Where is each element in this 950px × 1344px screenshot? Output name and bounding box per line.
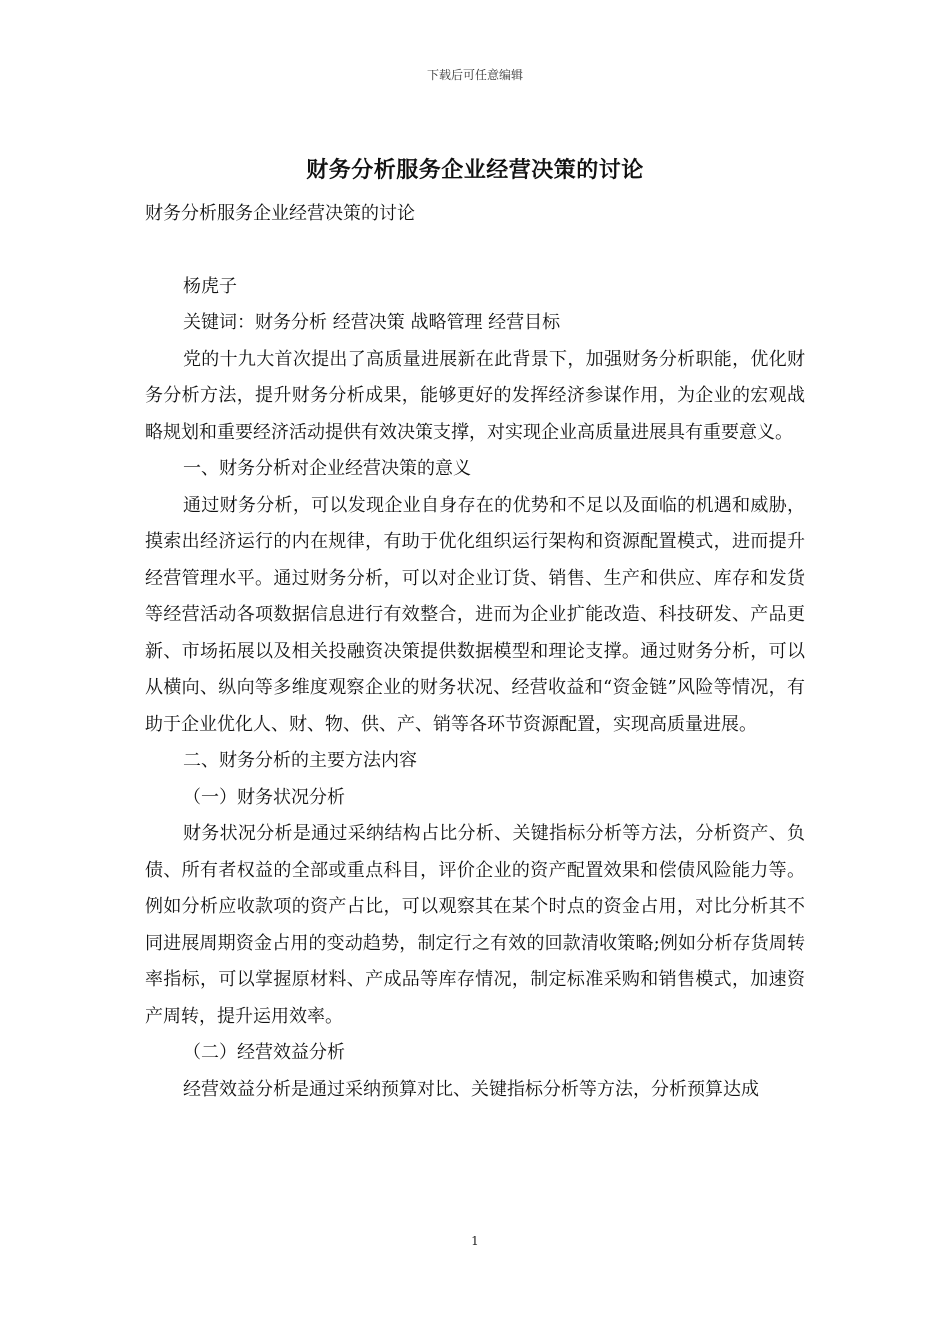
subsection-2-paragraph: 经营效益分析是通过采纳预算对比、关键指标分析等方法，分析预算达成 xyxy=(183,1078,759,1100)
page-number: 1 xyxy=(471,1234,479,1248)
subtitle-paragraph: 财务分析服务企业经营决策的讨论 xyxy=(145,203,415,224)
document-body xyxy=(145,196,805,1108)
page-header-note: 下载后可任意编辑 xyxy=(426,68,523,82)
intro-paragraph: 党的十九大首次提出了高质量进展新在此背景下，加强财务分析职能，优化财务分析方法，提升财务分析成果，能够更好的发挥经济参谋作用，为企业的宏观战略规划和重要经济活动提供有效决策支撑，对实现企业高质量进展具有重要意义。 xyxy=(145,348,805,443)
section-1-paragraph: 通过财务分析，可以发现企业自身存在的优势和不足以及面临的机遇和威胁，摸索出经济运行的内在规律，有助于优化组织运行架构和资源配置模式，进而提升经营管理水平。通过财务分析，可以对企业订货、销售、生产和供应、库存和发货等经营活动各项数据信息进行有效整合，进而为企业扩能改造、科技研发、产品更新、市场拓展以及相关投融资决策提供数据模型和理论支撑。通过财务分析，可以从横向、纵向等多维度观察企业的财务状况、经营收益和“资金链”风险等情况，有助于企业优化人、财、物、供、产、销等各环节资源配置，实现高质量进展。 xyxy=(145,494,805,735)
subsection-1-paragraph: 财务状况分析是通过采纳结构占比分析、关键指标分析等方法，分析资产、负债、所有者权益的全部或重点科目，评价企业的资产配置效果和偿债风险能力等。例如分析应收款项的资产占比，可以观察其在某个时点的资金占用，对比分析其不同进展周期资金占用的变动趋势，制定行之有效的回款清收策略;例如分析存货周转率指标，可以掌握原材料、产成品等库存情况，制定标准采购和销售模式，加速资产周转，提升运用效率。 xyxy=(145,823,805,1027)
author-line: 杨虎子 xyxy=(183,275,237,297)
subsection-heading-2: （二）经营效益分析 xyxy=(183,1042,345,1063)
subsection-heading-1: （一）财务状况分析 xyxy=(183,786,345,808)
document-title: 财务分析服务企业经营决策的讨论 xyxy=(306,157,644,183)
keywords-line: 关键词：财务分析 经营决策 战略管理 经营目标 xyxy=(183,312,561,333)
section-heading-2: 二、财务分析的主要方法内容 xyxy=(183,750,417,771)
section-heading-1: 一、财务分析对企业经营决策的意义 xyxy=(183,458,471,479)
